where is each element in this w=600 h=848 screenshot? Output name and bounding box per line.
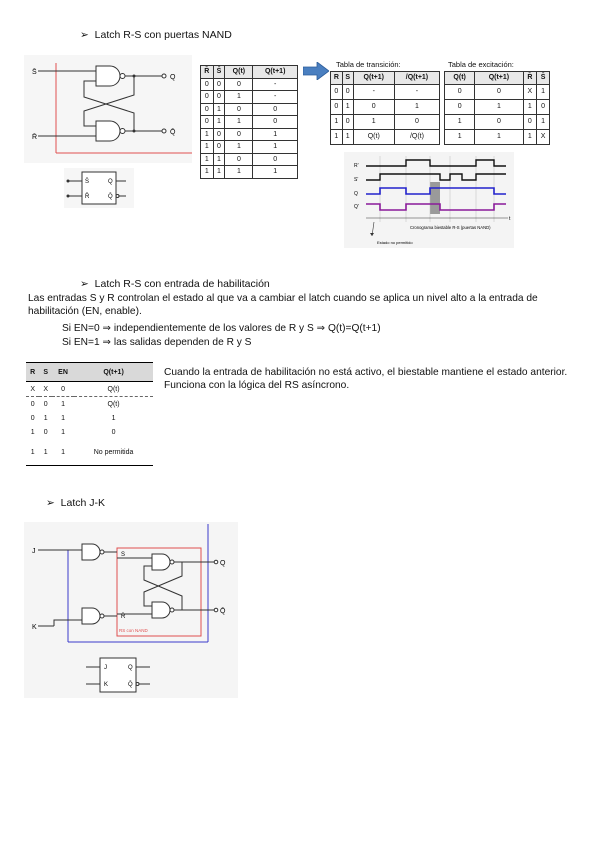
table-row: 0 1 1 0 (201, 116, 298, 129)
input-label-s: S̄ (32, 69, 37, 76)
output-label-qbar: Q̄ (170, 129, 176, 136)
timing-caption: Cronograma biestable R-S (puertas NAND) (410, 225, 491, 230)
transition-table-title: Tabla de transición: (336, 60, 401, 69)
arrow-right-icon (303, 62, 329, 80)
inner-label-s: S (121, 552, 126, 558)
table-row: 0 0 X 1 (445, 84, 550, 99)
rs-nand-symbol (64, 168, 134, 208)
rs-nand-circuit-diagram (24, 55, 192, 163)
timing-diagram-chart (344, 152, 514, 248)
symbol-out-top: Q (128, 665, 133, 671)
symbol-out-top: Q (108, 179, 113, 185)
table-header-row: R S EN Q(t+1) (26, 363, 153, 382)
table-row: 1 0 0 1 (201, 128, 298, 141)
table-row: 1 0 1 0 (30, 428, 116, 436)
rs-nand-circuit (24, 55, 192, 163)
table-row: 0 0 1 - (201, 91, 298, 104)
symbol-out-bot: Q̄ (128, 682, 133, 688)
enable-paragraph: Las entradas S y R controlan el estado al que va a cambiar el latch cuando se aplica un nivel alto a la entrada de habilitación (EN, enable). (28, 293, 538, 317)
enable-case-1: Si EN=1 ⇒ las salidas dependen de R y S (62, 337, 252, 348)
symbol-out-bot: Q̄ (108, 194, 113, 200)
table-row: 1 0 0 1 (445, 114, 550, 129)
symbol-in-top: J (104, 665, 107, 671)
rs-nand-symbol-diagram (64, 168, 134, 208)
section-heading-jk: ➢ Latch J-K (46, 497, 106, 509)
timing-note: Estado no permitido (377, 240, 413, 245)
input-label-j: J (32, 548, 36, 555)
enable-case-0: Si EN=0 ⇒ independientemente de los valores de R y S ⇒ Q(t)=Q(t+1) (62, 323, 381, 334)
table-header-row: R S Q(t+1) /Q(t+1) (331, 72, 440, 85)
table-row: 0 1 0 1 (331, 99, 440, 114)
enable-side-text: Cuando la entrada de habilitación no está activo, el biestable mantiene el estado anterior. Funciona con la lógica del RS asíncrono. (164, 367, 568, 391)
signal-label-r: R' (354, 163, 359, 169)
inner-label-r: R̄ (121, 614, 126, 620)
enable-truth-table (26, 362, 153, 466)
table-row: X X 0 Q(t) (26, 382, 153, 397)
table-row: 0 0 - - (331, 84, 440, 99)
input-label-r: R̄ (32, 134, 38, 141)
rs-nand-truth-table (200, 65, 298, 179)
section-title: Latch J-K (60, 497, 106, 509)
output-label-qbar: Q̄ (220, 608, 226, 615)
inner-block-label: RS con NAND (119, 628, 148, 633)
table-row: 0 0 1 Q(t) (30, 400, 120, 408)
table-header-row: R̄ S̄ Q(t) Q(t+1) (201, 66, 298, 79)
timing-diagram (344, 152, 514, 248)
table-row: 1 1 Q(t) /Q(t) (331, 129, 440, 144)
symbol-in-bot: K (104, 682, 109, 688)
table-row: 1 0 1 0 (331, 114, 440, 129)
excitation-table (444, 71, 550, 145)
signal-label-q: Q (354, 191, 358, 197)
table-row: 1 1 0 0 (201, 153, 298, 166)
table-row: 1 0 1 1 (201, 141, 298, 154)
axis-label-t: t (509, 216, 511, 222)
input-label-k: K (32, 624, 37, 631)
section-title: Latch R-S con puertas NAND (94, 29, 232, 41)
table-row: 1 1 1 X (445, 129, 550, 144)
table-row: 0 1 0 0 (201, 103, 298, 116)
signal-label-qbar: Q' (354, 204, 359, 210)
jk-latch-symbol (84, 652, 154, 696)
symbol-in-bot: R̄ (85, 194, 90, 200)
output-label-q: Q (170, 74, 176, 81)
table-row: 0 1 1 1 (30, 414, 116, 422)
excitation-table-title: Tabla de excitación: (448, 60, 514, 69)
table-row: 1 1 1 1 (201, 166, 298, 179)
table-row: 1 1 1 No permitida (26, 439, 153, 466)
jk-latch-symbol-diagram (84, 652, 154, 696)
signal-label-s: S' (354, 177, 359, 183)
table-header-row: Q(t) Q(t+1) R̄ S̄ (445, 72, 550, 85)
table-row: 0 0 0 - (201, 78, 298, 91)
section-title: Latch R-S con entrada de habilitación (94, 278, 270, 290)
section-heading-rs-nand: ➢ Latch R-S con puertas NAND (80, 29, 232, 41)
output-label-q: Q (220, 560, 226, 567)
transition-table (330, 71, 440, 145)
section-heading-rs-enable: ➢ Latch R-S con entrada de habilitación (80, 278, 270, 290)
symbol-in-top: S̄ (85, 179, 90, 185)
table-row: 0 1 1 0 (445, 99, 550, 114)
